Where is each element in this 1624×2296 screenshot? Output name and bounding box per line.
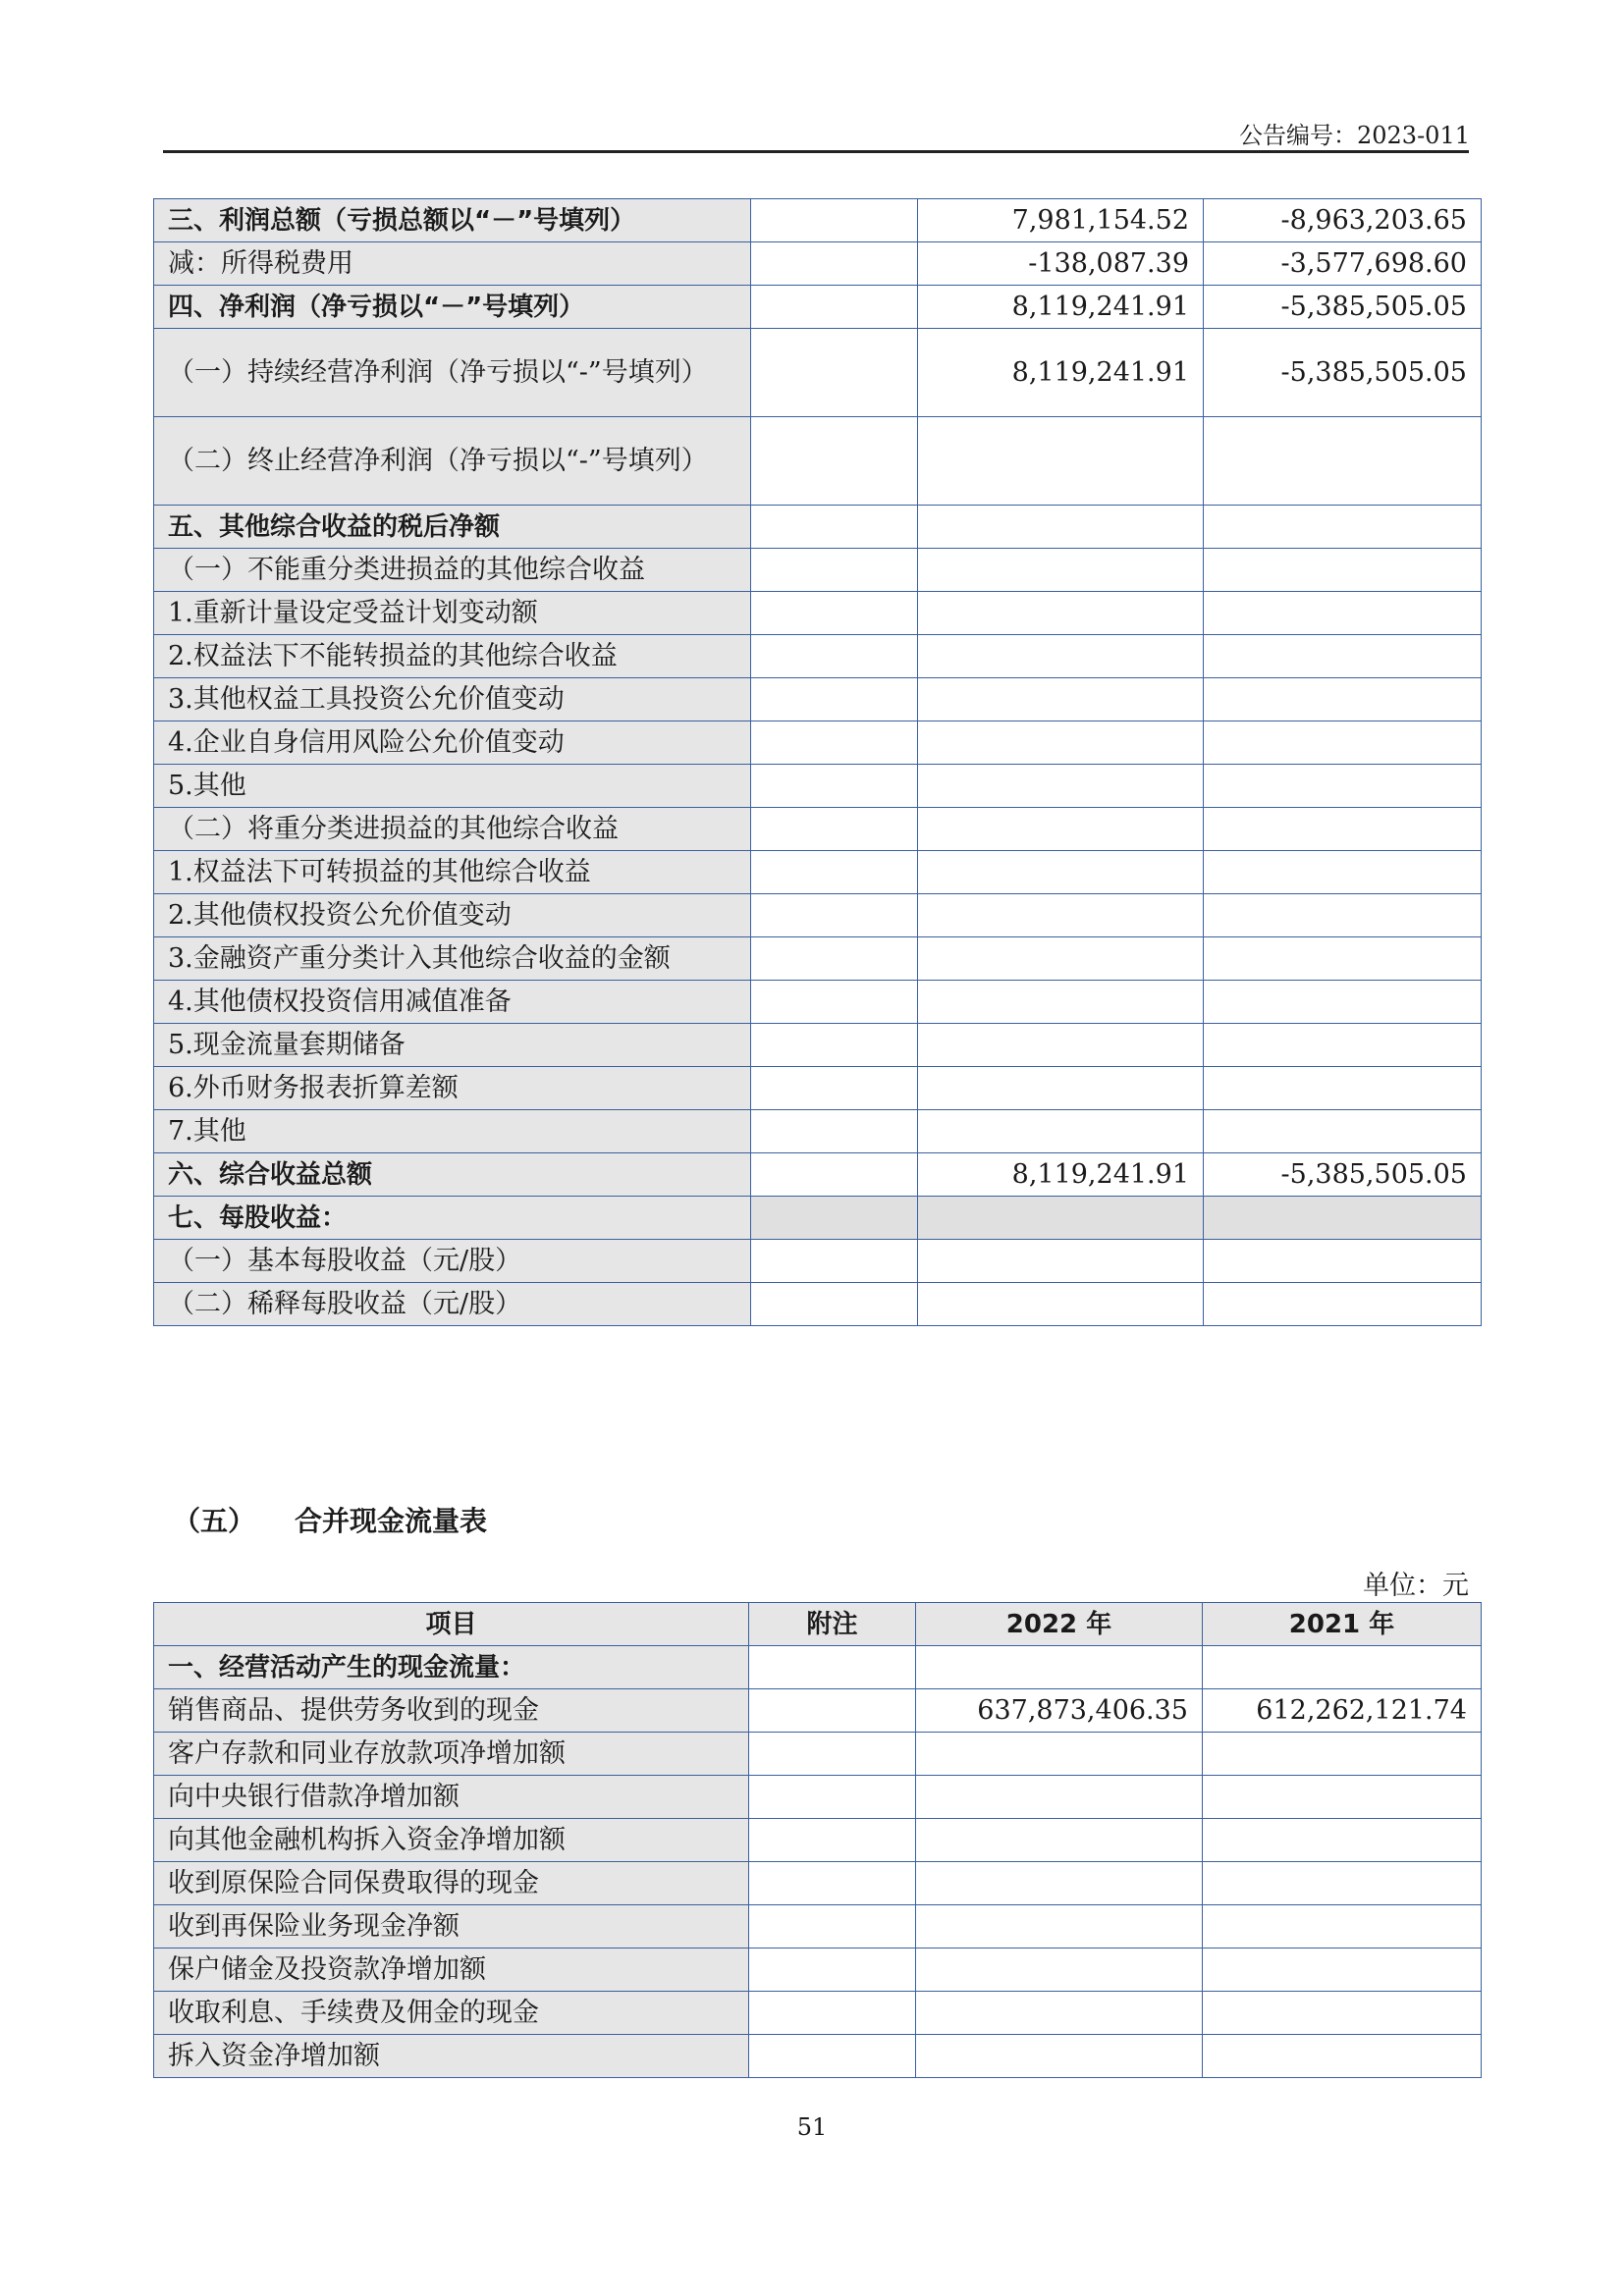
row-value-2022: 8,119,241.91	[918, 1153, 1204, 1197]
row-value-2021	[1203, 1776, 1482, 1819]
row-value-2021	[1203, 1905, 1482, 1949]
row-note	[749, 2035, 916, 2078]
section-heading: 合并现金流量表	[295, 1505, 488, 1537]
row-note	[751, 592, 918, 635]
row-label: 拆入资金净增加额	[154, 2035, 749, 2078]
announcement-number: 公告编号：2023-011	[1239, 122, 1470, 149]
row-label: （一）基本每股收益（元/股）	[154, 1240, 751, 1283]
row-label: 2.权益法下不能转损益的其他综合收益	[154, 635, 751, 678]
row-value-2021: 612,262,121.74	[1203, 1689, 1482, 1733]
row-value-2021	[1204, 981, 1482, 1024]
row-note	[751, 329, 918, 417]
table-row	[154, 1689, 1482, 1733]
table-row	[154, 1733, 1482, 1776]
table-row	[154, 981, 1482, 1024]
row-label: 4.其他债权投资信用减值准备	[154, 981, 751, 1024]
row-value-2021	[1204, 1067, 1482, 1110]
row-value-2022	[916, 1776, 1203, 1819]
table-row	[154, 199, 1482, 242]
row-label: 3.金融资产重分类计入其他综合收益的金额	[154, 937, 751, 981]
row-value-2022	[918, 937, 1204, 981]
row-value-2022	[916, 2035, 1203, 2078]
row-value-2021	[1204, 1240, 1482, 1283]
table-row	[154, 1819, 1482, 1862]
table-row	[154, 417, 1482, 506]
table-row	[154, 329, 1482, 417]
row-value-2022	[918, 765, 1204, 808]
row-label: 四、净利润（净亏损以“－”号填列）	[154, 286, 751, 329]
row-value-2022	[918, 808, 1204, 851]
row-label: 7.其他	[154, 1110, 751, 1153]
row-label: 6.外币财务报表折算差额	[154, 1067, 751, 1110]
row-note	[751, 678, 918, 721]
row-note	[749, 1862, 916, 1905]
row-value-2021	[1203, 1862, 1482, 1905]
table-row	[154, 678, 1482, 721]
table-row	[154, 1862, 1482, 1905]
row-value-2022: 8,119,241.91	[918, 329, 1204, 417]
row-note	[751, 417, 918, 506]
row-note	[751, 286, 918, 329]
row-note	[751, 1283, 918, 1326]
row-label: 1.重新计量设定受益计划变动额	[154, 592, 751, 635]
row-note	[751, 721, 918, 765]
row-value-2022	[918, 981, 1204, 1024]
row-label: （一）持续经营净利润（净亏损以“-”号填列）	[154, 329, 751, 417]
table-row	[154, 1949, 1482, 1992]
row-label: 5.其他	[154, 765, 751, 808]
row-note	[749, 1949, 916, 1992]
row-note	[751, 981, 918, 1024]
row-value-2021	[1204, 937, 1482, 981]
row-label: 5.现金流量套期储备	[154, 1024, 751, 1067]
row-label: 向中央银行借款净增加额	[154, 1776, 749, 1819]
row-value-2022	[916, 1905, 1203, 1949]
table-row	[154, 1646, 1482, 1689]
row-label: 五、其他综合收益的税后净额	[154, 506, 751, 549]
row-value-2021	[1203, 1646, 1482, 1689]
row-value-2021	[1203, 1949, 1482, 1992]
row-label: 收到原保险合同保费取得的现金	[154, 1862, 749, 1905]
row-note	[749, 1819, 916, 1862]
table-row	[154, 1197, 1482, 1240]
row-label: （一）不能重分类进损益的其他综合收益	[154, 549, 751, 592]
row-value-2022	[918, 894, 1204, 937]
row-value-2021	[1204, 1024, 1482, 1067]
row-label: 一、经营活动产生的现金流量：	[154, 1646, 749, 1689]
row-note	[749, 1905, 916, 1949]
table-row	[154, 851, 1482, 894]
row-value-2022	[918, 1110, 1204, 1153]
row-value-2022: 637,873,406.35	[916, 1689, 1203, 1733]
row-label: 收到再保险业务现金净额	[154, 1905, 749, 1949]
row-value-2022: -138,087.39	[918, 242, 1204, 286]
table-row	[154, 1153, 1482, 1197]
row-value-2021	[1204, 678, 1482, 721]
row-note	[751, 549, 918, 592]
table-row	[154, 242, 1482, 286]
cash-flow-section-title	[173, 1500, 487, 1539]
row-note	[749, 1776, 916, 1819]
row-value-2021: -5,385,505.05	[1204, 286, 1482, 329]
row-value-2022	[918, 506, 1204, 549]
row-label: 1.权益法下可转损益的其他综合收益	[154, 851, 751, 894]
row-value-2021	[1204, 592, 1482, 635]
row-value-2022	[918, 851, 1204, 894]
row-label: （二）终止经营净利润（净亏损以“-”号填列）	[154, 417, 751, 506]
header-2022: 2022 年	[916, 1603, 1203, 1646]
table-header-row	[154, 1603, 1482, 1646]
row-value-2022	[916, 1819, 1203, 1862]
table-row	[154, 721, 1482, 765]
row-label: 2.其他债权投资公允价值变动	[154, 894, 751, 937]
row-value-2022	[918, 721, 1204, 765]
row-value-2021	[1204, 1197, 1482, 1240]
row-label: 4.企业自身信用风险公允价值变动	[154, 721, 751, 765]
row-value-2022	[918, 1067, 1204, 1110]
table-row	[154, 286, 1482, 329]
section-number: （五）	[173, 1505, 256, 1537]
row-note	[751, 1240, 918, 1283]
table-row	[154, 2035, 1482, 2078]
row-label: 六、综合收益总额	[154, 1153, 751, 1197]
table-row	[154, 1024, 1482, 1067]
row-note	[751, 1067, 918, 1110]
table-row	[154, 1283, 1482, 1326]
row-value-2021: -8,963,203.65	[1204, 199, 1482, 242]
row-label: （二）稀释每股收益（元/股）	[154, 1283, 751, 1326]
row-label: 客户存款和同业存放款项净增加额	[154, 1733, 749, 1776]
row-note	[751, 937, 918, 981]
row-label: 三、利润总额（亏损总额以“－”号填列）	[154, 199, 751, 242]
row-value-2021	[1204, 808, 1482, 851]
row-value-2021	[1204, 549, 1482, 592]
row-note	[749, 1646, 916, 1689]
row-value-2022	[918, 417, 1204, 506]
row-note	[751, 1024, 918, 1067]
table-row	[154, 808, 1482, 851]
row-value-2021: -5,385,505.05	[1204, 1153, 1482, 1197]
row-label: 七、每股收益：	[154, 1197, 751, 1240]
row-label: 向其他金融机构拆入资金净增加额	[154, 1819, 749, 1862]
page-number: 51	[796, 2113, 828, 2141]
row-value-2022	[916, 1733, 1203, 1776]
cash-flow-table	[153, 1602, 1482, 2078]
table-row	[154, 549, 1482, 592]
header-divider	[163, 150, 1469, 153]
row-value-2021	[1203, 1992, 1482, 2035]
row-label: （二）将重分类进损益的其他综合收益	[154, 808, 751, 851]
row-value-2021	[1204, 1110, 1482, 1153]
row-value-2021	[1204, 506, 1482, 549]
row-note	[751, 808, 918, 851]
row-value-2021	[1204, 894, 1482, 937]
row-label: 销售商品、提供劳务收到的现金	[154, 1689, 749, 1733]
table-row	[154, 1240, 1482, 1283]
table-row	[154, 937, 1482, 981]
row-value-2021	[1203, 1819, 1482, 1862]
row-note	[751, 635, 918, 678]
row-value-2022: 7,981,154.52	[918, 199, 1204, 242]
table-row	[154, 1905, 1482, 1949]
table-row	[154, 506, 1482, 549]
row-note	[751, 199, 918, 242]
row-note	[751, 1153, 918, 1197]
income-statement-table	[153, 198, 1482, 1326]
row-note	[751, 894, 918, 937]
row-value-2021	[1203, 1733, 1482, 1776]
row-value-2021	[1204, 721, 1482, 765]
row-value-2021	[1204, 1283, 1482, 1326]
row-note	[749, 1992, 916, 2035]
row-value-2021: -5,385,505.05	[1204, 329, 1482, 417]
row-value-2022	[918, 1240, 1204, 1283]
row-value-2022	[918, 635, 1204, 678]
row-value-2021	[1204, 635, 1482, 678]
row-value-2022	[918, 1197, 1204, 1240]
row-value-2021	[1203, 2035, 1482, 2078]
table-row	[154, 1992, 1482, 2035]
table-row	[154, 1110, 1482, 1153]
row-value-2022	[918, 678, 1204, 721]
row-value-2021	[1204, 765, 1482, 808]
table-row	[154, 1776, 1482, 1819]
row-note	[751, 765, 918, 808]
header-item: 项目	[154, 1603, 749, 1646]
table-row	[154, 1067, 1482, 1110]
row-label: 3.其他权益工具投资公允价值变动	[154, 678, 751, 721]
row-value-2022	[918, 592, 1204, 635]
row-value-2022	[918, 1024, 1204, 1067]
row-value-2022	[918, 1283, 1204, 1326]
row-value-2021	[1204, 851, 1482, 894]
row-value-2021: -3,577,698.60	[1204, 242, 1482, 286]
row-value-2022	[916, 1992, 1203, 2035]
row-label: 收取利息、手续费及佣金的现金	[154, 1992, 749, 2035]
table-row	[154, 765, 1482, 808]
row-label: 保户储金及投资款净增加额	[154, 1949, 749, 1992]
row-value-2022	[916, 1949, 1203, 1992]
row-value-2021	[1204, 417, 1482, 506]
row-value-2022: 8,119,241.91	[918, 286, 1204, 329]
unit-label: 单位：元	[1363, 1571, 1469, 1601]
table-row	[154, 592, 1482, 635]
row-note	[749, 1733, 916, 1776]
row-note	[751, 1110, 918, 1153]
row-value-2022	[916, 1646, 1203, 1689]
row-label: 减：所得税费用	[154, 242, 751, 286]
row-note	[751, 242, 918, 286]
row-value-2022	[916, 1862, 1203, 1905]
row-note	[751, 506, 918, 549]
row-note	[751, 851, 918, 894]
row-note	[749, 1689, 916, 1733]
table-row	[154, 894, 1482, 937]
header-2021: 2021 年	[1203, 1603, 1482, 1646]
table-row	[154, 635, 1482, 678]
row-note	[751, 1197, 918, 1240]
header-note: 附注	[749, 1603, 916, 1646]
row-value-2022	[918, 549, 1204, 592]
